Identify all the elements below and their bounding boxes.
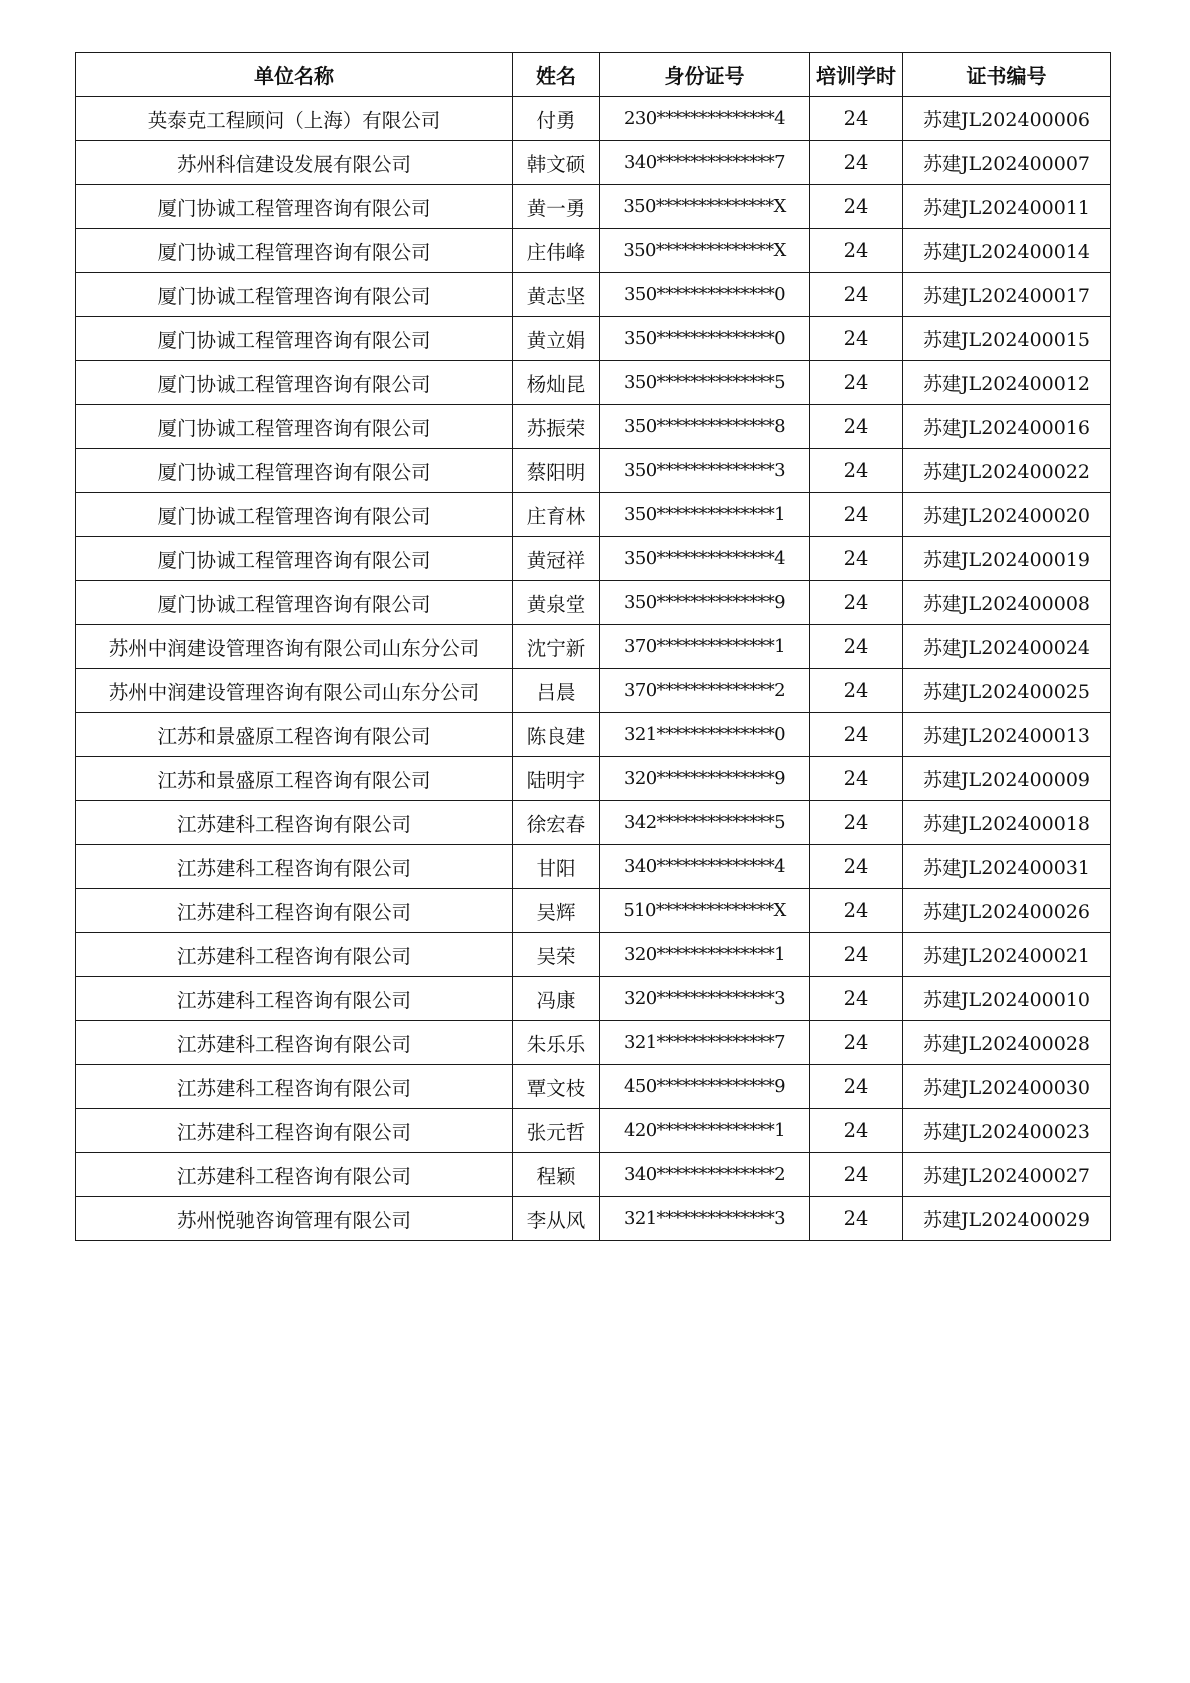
id-number-cell: 350**************X bbox=[600, 229, 810, 273]
certificate-no-cell: 苏建JL202400006 bbox=[903, 97, 1111, 141]
training-hours-cell: 24 bbox=[810, 933, 903, 977]
training-hours-cell: 24 bbox=[810, 669, 903, 713]
training-hours-cell: 24 bbox=[810, 229, 903, 273]
table-row bbox=[76, 317, 1111, 361]
table-row bbox=[76, 1109, 1111, 1153]
table-row bbox=[76, 361, 1111, 405]
name-cell: 徐宏春 bbox=[513, 801, 600, 845]
training-hours-cell: 24 bbox=[810, 97, 903, 141]
header-training-hours: 培训学时 bbox=[810, 53, 903, 97]
table-row bbox=[76, 669, 1111, 713]
training-hours-cell: 24 bbox=[810, 361, 903, 405]
certificate-no-cell: 苏建JL202400019 bbox=[903, 537, 1111, 581]
id-number-cell: 450**************9 bbox=[600, 1065, 810, 1109]
name-cell: 黄立娟 bbox=[513, 317, 600, 361]
certificate-no-cell: 苏建JL202400015 bbox=[903, 317, 1111, 361]
company-cell: 江苏建科工程咨询有限公司 bbox=[76, 977, 513, 1021]
name-cell: 朱乐乐 bbox=[513, 1021, 600, 1065]
training-hours-cell: 24 bbox=[810, 625, 903, 669]
training-hours-cell: 24 bbox=[810, 845, 903, 889]
header-name: 姓名 bbox=[513, 53, 600, 97]
company-cell: 苏州中润建设管理咨询有限公司山东分公司 bbox=[76, 669, 513, 713]
certificate-no-cell: 苏建JL202400020 bbox=[903, 493, 1111, 537]
certificate-no-cell: 苏建JL202400024 bbox=[903, 625, 1111, 669]
name-cell: 苏振荣 bbox=[513, 405, 600, 449]
training-hours-cell: 24 bbox=[810, 449, 903, 493]
training-hours-cell: 24 bbox=[810, 317, 903, 361]
company-cell: 苏州悦驰咨询管理有限公司 bbox=[76, 1197, 513, 1241]
table-row bbox=[76, 405, 1111, 449]
table-row bbox=[76, 713, 1111, 757]
name-cell: 韩文硕 bbox=[513, 141, 600, 185]
name-cell: 付勇 bbox=[513, 97, 600, 141]
table-row bbox=[76, 141, 1111, 185]
certificate-no-cell: 苏建JL202400011 bbox=[903, 185, 1111, 229]
id-number-cell: 350**************8 bbox=[600, 405, 810, 449]
table-row bbox=[76, 273, 1111, 317]
company-cell: 苏州科信建设发展有限公司 bbox=[76, 141, 513, 185]
company-cell: 江苏建科工程咨询有限公司 bbox=[76, 1109, 513, 1153]
header-company: 单位名称 bbox=[76, 53, 513, 97]
id-number-cell: 350**************0 bbox=[600, 273, 810, 317]
company-cell: 厦门协诚工程管理咨询有限公司 bbox=[76, 273, 513, 317]
certificate-no-cell: 苏建JL202400013 bbox=[903, 713, 1111, 757]
header-certificate-no: 证书编号 bbox=[903, 53, 1111, 97]
name-cell: 庄伟峰 bbox=[513, 229, 600, 273]
table-row bbox=[76, 537, 1111, 581]
id-number-cell: 350**************4 bbox=[600, 537, 810, 581]
table-header bbox=[76, 53, 1111, 97]
table-row bbox=[76, 185, 1111, 229]
table-row bbox=[76, 1197, 1111, 1241]
training-hours-cell: 24 bbox=[810, 1065, 903, 1109]
table-row bbox=[76, 229, 1111, 273]
company-cell: 江苏建科工程咨询有限公司 bbox=[76, 933, 513, 977]
training-hours-cell: 24 bbox=[810, 537, 903, 581]
certificate-no-cell: 苏建JL202400018 bbox=[903, 801, 1111, 845]
name-cell: 杨灿昆 bbox=[513, 361, 600, 405]
training-hours-cell: 24 bbox=[810, 801, 903, 845]
certificate-no-cell: 苏建JL202400012 bbox=[903, 361, 1111, 405]
id-number-cell: 350**************3 bbox=[600, 449, 810, 493]
roster-sheet bbox=[75, 52, 1110, 1241]
id-number-cell: 420**************1 bbox=[600, 1109, 810, 1153]
company-cell: 江苏建科工程咨询有限公司 bbox=[76, 889, 513, 933]
certificate-no-cell: 苏建JL202400026 bbox=[903, 889, 1111, 933]
id-number-cell: 350**************X bbox=[600, 185, 810, 229]
company-cell: 厦门协诚工程管理咨询有限公司 bbox=[76, 229, 513, 273]
training-hours-cell: 24 bbox=[810, 757, 903, 801]
training-hours-cell: 24 bbox=[810, 141, 903, 185]
id-number-cell: 340**************4 bbox=[600, 845, 810, 889]
certificate-no-cell: 苏建JL202400021 bbox=[903, 933, 1111, 977]
certificate-no-cell: 苏建JL202400014 bbox=[903, 229, 1111, 273]
name-cell: 黄冠祥 bbox=[513, 537, 600, 581]
name-cell: 吴辉 bbox=[513, 889, 600, 933]
name-cell: 甘阳 bbox=[513, 845, 600, 889]
id-number-cell: 320**************3 bbox=[600, 977, 810, 1021]
company-cell: 厦门协诚工程管理咨询有限公司 bbox=[76, 361, 513, 405]
company-cell: 厦门协诚工程管理咨询有限公司 bbox=[76, 493, 513, 537]
name-cell: 冯康 bbox=[513, 977, 600, 1021]
id-number-cell: 321**************3 bbox=[600, 1197, 810, 1241]
id-number-cell: 510**************X bbox=[600, 889, 810, 933]
id-number-cell: 350**************5 bbox=[600, 361, 810, 405]
id-number-cell: 320**************1 bbox=[600, 933, 810, 977]
table-row bbox=[76, 977, 1111, 1021]
certificate-no-cell: 苏建JL202400022 bbox=[903, 449, 1111, 493]
table-row bbox=[76, 933, 1111, 977]
id-number-cell: 230**************4 bbox=[600, 97, 810, 141]
table-row bbox=[76, 1153, 1111, 1197]
company-cell: 厦门协诚工程管理咨询有限公司 bbox=[76, 581, 513, 625]
id-number-cell: 370**************1 bbox=[600, 625, 810, 669]
table-row bbox=[76, 97, 1111, 141]
name-cell: 吴荣 bbox=[513, 933, 600, 977]
training-hours-cell: 24 bbox=[810, 1109, 903, 1153]
certificate-no-cell: 苏建JL202400007 bbox=[903, 141, 1111, 185]
certificate-no-cell: 苏建JL202400029 bbox=[903, 1197, 1111, 1241]
table-row bbox=[76, 493, 1111, 537]
id-number-cell: 320**************9 bbox=[600, 757, 810, 801]
header-row bbox=[76, 53, 1111, 97]
name-cell: 陆明宇 bbox=[513, 757, 600, 801]
certificate-no-cell: 苏建JL202400028 bbox=[903, 1021, 1111, 1065]
table-row bbox=[76, 581, 1111, 625]
table-row bbox=[76, 845, 1111, 889]
table-row bbox=[76, 449, 1111, 493]
name-cell: 程颖 bbox=[513, 1153, 600, 1197]
company-cell: 江苏建科工程咨询有限公司 bbox=[76, 1153, 513, 1197]
name-cell: 黄一勇 bbox=[513, 185, 600, 229]
certificate-no-cell: 苏建JL202400009 bbox=[903, 757, 1111, 801]
training-hours-cell: 24 bbox=[810, 405, 903, 449]
table-body bbox=[76, 97, 1111, 1241]
company-cell: 江苏建科工程咨询有限公司 bbox=[76, 845, 513, 889]
company-cell: 厦门协诚工程管理咨询有限公司 bbox=[76, 405, 513, 449]
training-hours-cell: 24 bbox=[810, 1021, 903, 1065]
id-number-cell: 370**************2 bbox=[600, 669, 810, 713]
company-cell: 厦门协诚工程管理咨询有限公司 bbox=[76, 449, 513, 493]
company-cell: 厦门协诚工程管理咨询有限公司 bbox=[76, 185, 513, 229]
certificate-no-cell: 苏建JL202400025 bbox=[903, 669, 1111, 713]
id-number-cell: 350**************9 bbox=[600, 581, 810, 625]
certificate-no-cell: 苏建JL202400017 bbox=[903, 273, 1111, 317]
name-cell: 庄育林 bbox=[513, 493, 600, 537]
company-cell: 苏州中润建设管理咨询有限公司山东分公司 bbox=[76, 625, 513, 669]
name-cell: 黄志坚 bbox=[513, 273, 600, 317]
certificate-no-cell: 苏建JL202400027 bbox=[903, 1153, 1111, 1197]
training-hours-cell: 24 bbox=[810, 273, 903, 317]
certificate-roster-table bbox=[75, 52, 1111, 1241]
name-cell: 张元哲 bbox=[513, 1109, 600, 1153]
table-row bbox=[76, 1021, 1111, 1065]
id-number-cell: 340**************7 bbox=[600, 141, 810, 185]
company-cell: 江苏建科工程咨询有限公司 bbox=[76, 1065, 513, 1109]
certificate-no-cell: 苏建JL202400030 bbox=[903, 1065, 1111, 1109]
company-cell: 江苏建科工程咨询有限公司 bbox=[76, 801, 513, 845]
id-number-cell: 321**************0 bbox=[600, 713, 810, 757]
id-number-cell: 321**************7 bbox=[600, 1021, 810, 1065]
name-cell: 陈良建 bbox=[513, 713, 600, 757]
name-cell: 黄泉堂 bbox=[513, 581, 600, 625]
id-number-cell: 342**************5 bbox=[600, 801, 810, 845]
training-hours-cell: 24 bbox=[810, 889, 903, 933]
training-hours-cell: 24 bbox=[810, 1153, 903, 1197]
id-number-cell: 350**************1 bbox=[600, 493, 810, 537]
certificate-no-cell: 苏建JL202400031 bbox=[903, 845, 1111, 889]
training-hours-cell: 24 bbox=[810, 581, 903, 625]
company-cell: 江苏和景盛原工程咨询有限公司 bbox=[76, 713, 513, 757]
certificate-no-cell: 苏建JL202400023 bbox=[903, 1109, 1111, 1153]
name-cell: 沈宁新 bbox=[513, 625, 600, 669]
table-row bbox=[76, 625, 1111, 669]
company-cell: 英泰克工程顾问（上海）有限公司 bbox=[76, 97, 513, 141]
table-row bbox=[76, 1065, 1111, 1109]
id-number-cell: 350**************0 bbox=[600, 317, 810, 361]
certificate-no-cell: 苏建JL202400016 bbox=[903, 405, 1111, 449]
training-hours-cell: 24 bbox=[810, 713, 903, 757]
table-row bbox=[76, 757, 1111, 801]
name-cell: 蔡阳明 bbox=[513, 449, 600, 493]
table-row bbox=[76, 889, 1111, 933]
name-cell: 李从风 bbox=[513, 1197, 600, 1241]
company-cell: 厦门协诚工程管理咨询有限公司 bbox=[76, 537, 513, 581]
table-row bbox=[76, 801, 1111, 845]
certificate-no-cell: 苏建JL202400010 bbox=[903, 977, 1111, 1021]
training-hours-cell: 24 bbox=[810, 1197, 903, 1241]
name-cell: 吕晨 bbox=[513, 669, 600, 713]
company-cell: 厦门协诚工程管理咨询有限公司 bbox=[76, 317, 513, 361]
company-cell: 江苏和景盛原工程咨询有限公司 bbox=[76, 757, 513, 801]
name-cell: 覃文枝 bbox=[513, 1065, 600, 1109]
training-hours-cell: 24 bbox=[810, 185, 903, 229]
training-hours-cell: 24 bbox=[810, 493, 903, 537]
header-id-number: 身份证号 bbox=[600, 53, 810, 97]
company-cell: 江苏建科工程咨询有限公司 bbox=[76, 1021, 513, 1065]
id-number-cell: 340**************2 bbox=[600, 1153, 810, 1197]
training-hours-cell: 24 bbox=[810, 977, 903, 1021]
certificate-no-cell: 苏建JL202400008 bbox=[903, 581, 1111, 625]
